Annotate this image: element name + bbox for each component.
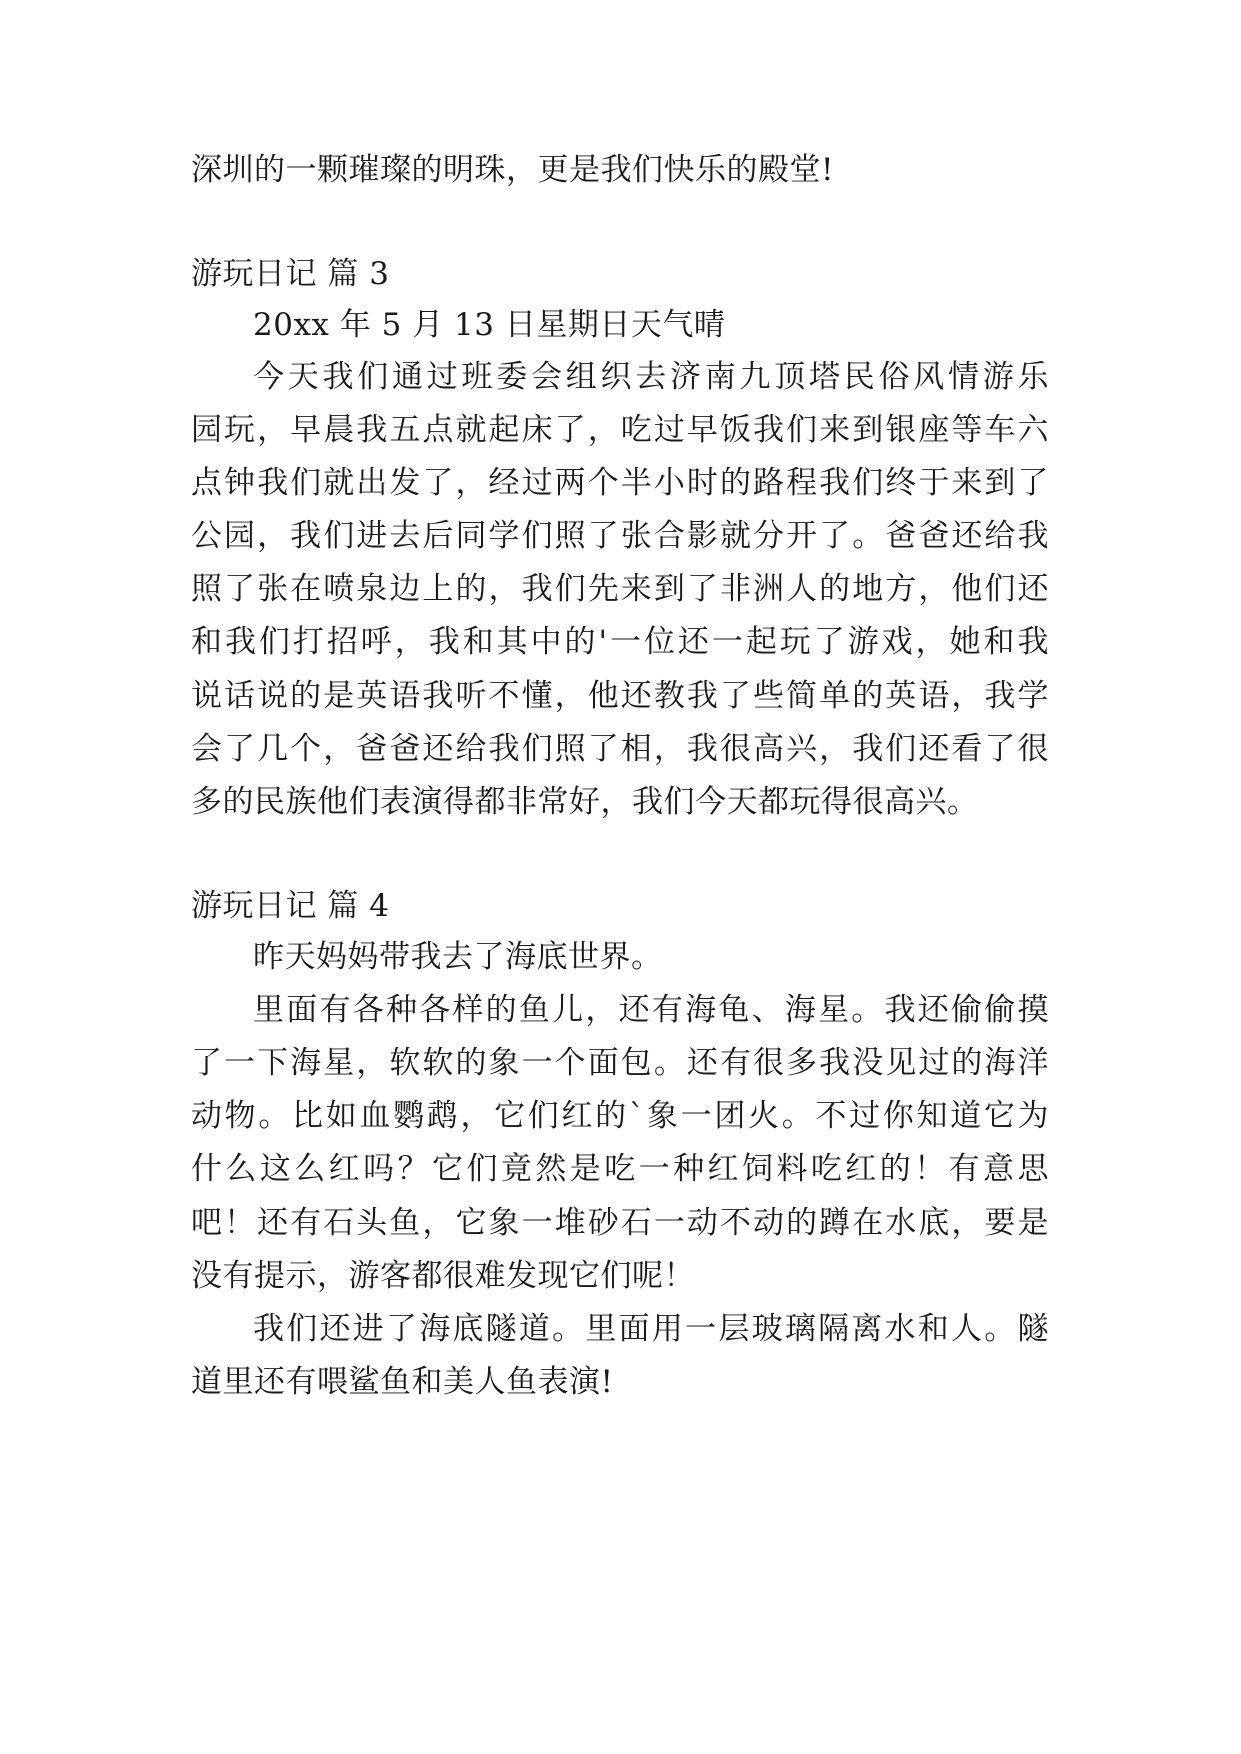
paragraph-line: 什么这么红吗？它们竟然是吃一种红饲料吃红的！有意思 (191, 1151, 1049, 1187)
paragraph-line: 吧！还有石头鱼，它象一堆砂石一动不动的蹲在水底，要是 (191, 1205, 1049, 1241)
paragraph-line: 里面有各种各样的鱼儿，还有海龟、海星。我还偷偷摸 (253, 992, 1049, 1028)
paragraph-line: 照了张在喷泉边上的，我们先来到了非洲人的地方，他们还 (191, 571, 1049, 607)
paragraph-line: 动物。比如血鹦鹉，它们红的`象一团火。不过你知道它为 (191, 1098, 1049, 1134)
paragraph-line: 道里还有喂鲨鱼和美人鱼表演! (191, 1364, 614, 1400)
paragraph-line: 多的民族他们表演得都非常好，我们今天都玩得很高兴。 (191, 784, 979, 820)
paragraph-line: 园玩，早晨我五点就起床了，吃过早饭我们来到银座等车六 (191, 412, 1049, 448)
paragraph-line: 深圳的一颗璀璨的明珠，更是我们快乐的殿堂! (191, 152, 834, 188)
paragraph-line: 我们还进了海底隧道。里面用一层玻璃隔离水和人。隧 (253, 1311, 1049, 1347)
paragraph-line: 昨天妈妈带我去了海底世界。 (253, 939, 663, 975)
paragraph-line: 今天我们通过班委会组织去济南九顶塔民俗风情游乐 (253, 359, 1049, 395)
paragraph-line: 没有提示，游客都很难发现它们呢！ (191, 1258, 695, 1294)
paragraph-line: 公园，我们进去后同学们照了张合影就分开了。爸爸还给我 (191, 518, 1049, 554)
paragraph-line: 说话说的是英语我听不懂，他还教我了些简单的英语，我学 (191, 678, 1049, 714)
date-line: 20xx 年 5 月 13 日星期日天气晴 (253, 307, 726, 343)
paragraph-line: 了一下海星，软软的象一个面包。还有很多我没见过的海洋 (191, 1045, 1049, 1081)
section-heading-3: 游玩日记 篇 3 (191, 256, 390, 292)
paragraph-line: 会了几个，爸爸还给我们照了相，我很高兴，我们还看了很 (191, 731, 1049, 767)
section-heading-4: 游玩日记 篇 4 (191, 888, 390, 924)
paragraph-line: 点钟我们就出发了，经过两个半小时的路程我们终于来到了 (191, 465, 1049, 501)
paragraph-line: 和我们打招呼，我和其中的'一位还一起玩了游戏，她和我 (191, 624, 1049, 660)
